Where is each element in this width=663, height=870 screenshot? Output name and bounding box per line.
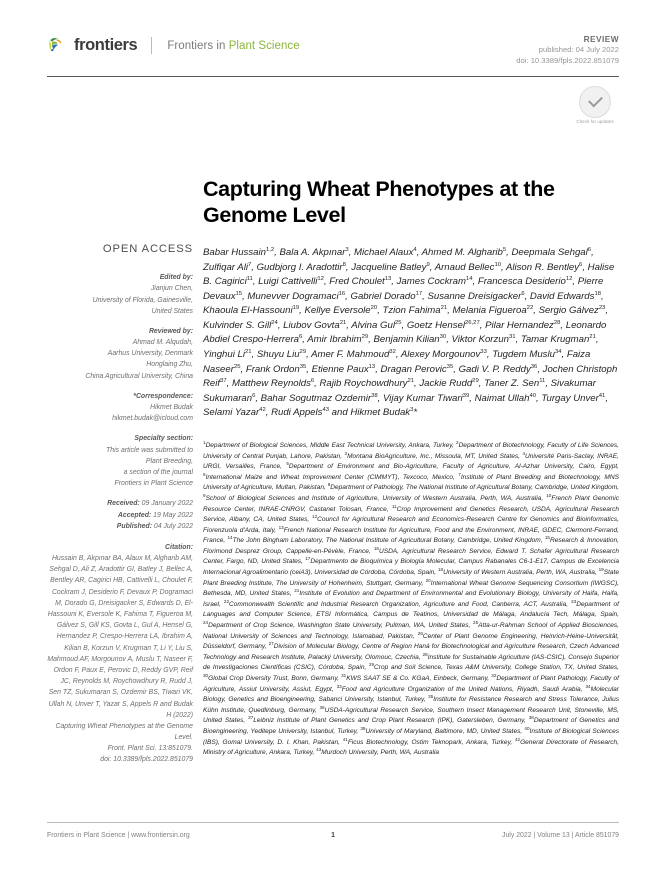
checkmark-icon <box>579 86 611 118</box>
citation-journal: Front. Plant Sci. 13:851079. <box>107 745 193 753</box>
published-date-meta <box>47 521 193 532</box>
frontiers-logo-icon <box>47 36 66 55</box>
footer-journal-url[interactable]: Frontiers in Plant Science | www.frontiersin.org <box>47 831 190 839</box>
journal-name-accent: Plant Science <box>228 39 300 52</box>
reviewer-name-2: Honglaing Zhu, <box>146 361 193 369</box>
published-date: published: 04 July 2022 <box>538 45 619 55</box>
specialty-line-4: Frontiers in Plant Science <box>114 480 193 488</box>
citation-authors: Hussain B, Akpınar BA, Alaux M, Algharib AM, Sehgal D, Ali Z, Aradottir GI, Batley J, Bellec A, Bentley AR, Cagirici HB, Cattivelli L, Choulet F, Cockram J, Desiderio F, Devaux P, Dogramaci M, Dorado G, Dreisigacker S, Edwards D, El-Hassouni K, Eversole K, Fahima T, Figueroa M, Gálvez S, Gill KS, Govta L, Gul A, Hensel G, Hernandez P, Crespo-Herrera LA, Ibrahim A, Kilian B, Korzun V, Krugman T, Li Y, Liu S, Mahmoud AF, Morgounov A, Muslu T, Naseer F, Ordon F, Paux E, Perovic D, Reddy GVP, Reif JC, Reynolds M, Roychowdhury R, Rudd J, Sen TZ, Sukumaran S, Ozdemir BS, Tiwari VK, Ullah N, Unver T, Yazar S, Appels R and Budak H (2022) <box>47 555 193 719</box>
specialty-line-2: Plant Breeding, <box>145 457 193 465</box>
specialty-line-1: This article was submitted to <box>106 446 193 454</box>
article-metadata-sidebar <box>47 240 193 766</box>
edited-by-block <box>47 272 193 317</box>
published-value: 04 July 2022 <box>152 522 193 530</box>
reviewer-affiliation-2: China Agricultural University, China <box>85 372 193 380</box>
article-main-column <box>203 176 619 759</box>
edited-by-heading: Edited by: <box>159 274 193 282</box>
reviewer-name-1: Ahmad M. Alqudah, <box>132 339 193 347</box>
published-label: Published: <box>116 522 152 530</box>
reviewed-by-block <box>47 326 193 382</box>
received-date <box>47 498 193 509</box>
correspondence-heading: *Correspondence: <box>133 392 193 400</box>
author-list: Babar Hussain$^{1,2}$, Bala A. Akpınar$^3$, Michael Alaux$^4$, Ahmed M. Algharib$^5$, Deepmala Sehgal$^6$, Zulfiqar Ali$^7$, Gudbjorg I. Aradottir$^8$, Jacqueline Batley$^9$, Arnaud Bellec$^{10}$, Alison R. Bentley$^6$, Halise B. Cagirici$^{11}$, Luigi Cattivelli$^{12}$, Fred Choulet$^{13}$, James Cockram$^{14}$, Francesca Desiderio$^{12}$, Pierre Devaux$^{15}$, Munevver Dogramaci$^{16}$, Gabriel Dorado$^{17}$, Susanne Dreisigacker$^6$, David Edwards$^{18}$, Khaoula El-Hassouni$^{19}$, Kellye Eversole$^{20}$, Tzion Fahima$^{21}$, Melania Figueroa$^{22}$, Sergio Gálvez$^{23}$, Kulvinder S. Gill$^{24}$, Liubov Govta$^{21}$, Alvina Gul$^{25}$, Goetz Hensel$^{26,27}$, Pilar Hernandez$^{28}$, Leonardo Abdiel Crespo-Herrera$^6$, Amir Ibrahim$^{29}$, Benjamin Kilian$^{30}$, Viktor Korzun$^{31}$, Tamar Krugman$^{21}$, Yinghui Li$^{21}$, Shuyu Liu$^{29}$, Amer F. Mahmoud$^{32}$, Alexey Morgounov$^{33}$, Tugdem Muslu$^{34}$, Faiza Naseer$^{25}$, Frank Ordon$^{35}$, Etienne Paux$^{13}$, Dragan Perovic$^{35}$, Gadi V. P. Reddy$^{36}$, Jochen Christoph Reif$^{37}$, Matthew Reynolds$^6$, Rajib Roychowdhury$^{21}$, Jackie Rudd$^{29}$, Taner Z. Sen$^{11}$, Sivakumar Sukumaran$^6$, Bahar Sogutmaz Ozdemir$^{38}$, Vijay Kumar Tiwari$^{39}$, Naimat Ullah$^{40}$, Turgay Unver$^{41}$, Selami Yazar$^{42}$, Rudi Appels$^{43}$ and Hikmet Budak$^3$* <box>203 246 618 419</box>
corresponding-author-name: Hikmet Budak <box>150 404 193 412</box>
brand-wordmark: frontiers <box>74 36 138 54</box>
masthead-divider <box>47 76 619 77</box>
received-label: Received: <box>107 500 140 508</box>
reviewed-by-heading: Reviewed by: <box>148 327 193 335</box>
open-access-label: OPEN ACCESS <box>102 243 193 255</box>
correspondence-block <box>47 391 193 425</box>
editor-affiliation-1: University of Florida, Gainesville, <box>92 296 193 304</box>
citation-heading: Citation: <box>165 543 193 551</box>
citation-block <box>47 542 193 766</box>
editor-name: Jianjun Chen, <box>150 285 193 293</box>
journal-name <box>167 40 299 52</box>
specialty-section-heading: Specialty section: <box>134 435 193 443</box>
dates-block <box>47 498 193 532</box>
footer-page-number: 1 <box>331 831 335 839</box>
corresponding-author-email[interactable]: hikmet.budak@icloud.com <box>112 415 193 423</box>
citation-title: Capturing Wheat Phenotypes at the Genome Level. <box>55 722 193 742</box>
specialty-section-block <box>47 433 193 489</box>
page-title: Capturing Wheat Phenotypes at the Genome Level <box>203 177 555 227</box>
doi-line[interactable]: doi: 10.3389/fpls.2022.851079 <box>516 55 619 65</box>
publication-info <box>516 34 619 66</box>
check-for-updates-badge[interactable] <box>574 86 616 125</box>
article-type-label: REVIEW <box>583 34 619 44</box>
editor-affiliation-2: United States <box>151 307 193 315</box>
affiliations-list: $^1$Department of Biological Sciences, Middle East Technical University, Ankara, Turkey, $^2$Department of Biotechnology, Faculty of Life Sciences, University of Central Punjab, Lahore, Pakistan, $^3$Montana BioAgriculture, Inc., Missoula, MT, United States, $^4$Université Paris-Saclay, INRAE, URGI, Versailles, France, $^5$Department of Environment and Bio-Agriculture, Faculty of Agriculture, Al-Azhar University, Cairo, Egypt, $^6$International Maize and Wheat Improvement Center (CIMMYT), Texcoco, Mexico, $^7$Institute of Plant Breeding and Biotechnology, MNS University of Agriculture, Multan, Pakistan, $^8$Department of Pathology, The National Institute of Agricultural Botany, Cambridge, United Kingdom, $^9$School of Biological Sciences and Institute of Agriculture, University of Western Australia, Perth, WA, Australia, $^{10}$French Plant Genomic Resource Center, INRAE-CNRGV, Castanet Tolosan, France, $^{11}$Crop Improvement and Genetics Research, USDA, Agricultural Research Service, Albany, CA, United States, $^{12}$Council for Agricultural Research and Economics-Research Centre for Genomics and Bioinformatics, Fiorenzuola d'Arda, Italy, $^{13}$French National Research Institute for Agriculture, Food and the Environment, INRAE, GDEC, Clermont-Ferrand, France, $^{14}$The John Bingham Laboratory, The National Institute of Agricultural Botany, Cambridge, United Kingdom, $^{15}$Research & Innovation, Florimond Desprez Group, Cappelle-en-Pévèle, France, $^{16}$USDA, Agricultural Research Service, Edward T. Schafer Agricultural Research Center, Fargo, ND, United States, $^{17}$Departmento de Bioquímica y Biología Molecular, Campus Rabanales C6-1-E17, Campus de Excelencia Internacional Agroalimentario (ceiA3), Universidad de Córdoba, Córdoba, Spain, $^{18}$University of Western Australia, Perth, WA, Australia, $^{19}$State Plant Breeding Institute, The University of Hohenheim, Stuttgart, Germany, $^{20}$International Wheat Genome Sequencing Consortium (IWGSC), Bethesda, MD, United States, $^{21}$Institute of Evolution and Department of Environmental and Evolutionary Biology, University of Haifa, Haifa, Israel, $^{22}$Commonwealth Scientific and Industrial Research Organization, Agriculture and Food, Canberra, ACT, Australia, $^{23}$Department of Languages and Computer Science, ETSI Informática, Campus de Teatinos, Universidad de Málaga, Andalucía Tech, Málaga, Spain, $^{24}$Department of Crop Science, Washington State University, Pullman, WA, United States, $^{25}$Atta-ur-Rahman School of Applied Biosciences, National University of Sciences and Technology, Islamabad, Pakistan, $^{26}$Center of Plant Genome Engineering, Heinrich-Heine-Universität, Düsseldorf, Germany, $^{27}$Division of Molecular Biology, Centre of Region Haná for Biotechnological and Agriculture Research, Czech Advanced Technology and Research Institute, Palacký University, Olomouc, Czechia, $^{28}$Institute for Sustainable Agriculture (IAS-CSIC), Consejo Superior de Investigaciones Científicas (CSIC), Córdoba, Spain, $^{29}$Crop and Soil Science, Texas A&M University, College Station, TX, United States, $^{30}$Global Crop Diversity Trust, Bonn, Germany, $^{31}$KWS SAAT SE & Co. KGaA, Einbeck, Germany, $^{32}$Department of Plant Pathology, Faculty of Agriculture, Assiut University, Assiut, Egypt, $^{33}$Food and Agriculture Organization of the United Nations, Riyadh, Saudi Arabia, $^{34}$Molecular Biology, Genetics and Bioengineering, Sabanci University, Istanbul, Turkey, $^{35}$Institute for Resistance Research and Stress Tolerance, Julius Kühn Institute, Quedlinburg, Germany, $^{36}$USDA-Agricultural Research Service, Southern Insect Management Research Unit, Stoneville, MS, United States, $^{37}$Leibniz Institute of Plant Genetics and Crop Plant Research (IPK), Gatersleben, Germany, $^{38}$Department of Genetics and Bioengineering, Yeditepe University, Istanbul, Turkey, $^{39}$University of Maryland, Baltimore, MD, United States, $^{40}$Institute of Biological Sciences (IBS), Gomal University, D. I. Khan, Pakistan, $^{41}$Ficus Biotechnology, Ostim Teknopark, Ankara, Turkey, $^{42}$General Directorate of Research, Ministry of Agriculture, Ankara, Turkey, $^{43}$Murdoch University, Perth, WA, Australia <box>203 439 620 757</box>
reviewer-affiliation-1: Aarhus University, Denmark <box>107 350 193 358</box>
accepted-value: 19 May 2022 <box>151 511 193 519</box>
footer-divider <box>47 822 619 823</box>
journal-name-prefix: Frontiers in <box>167 39 229 52</box>
brand-divider <box>151 37 152 54</box>
footer-issue-info: July 2022 | Volume 13 | Article 851079 <box>502 831 619 839</box>
check-for-updates-label: Check for updates <box>576 119 614 124</box>
accepted-date <box>47 510 193 521</box>
frontiers-brand[interactable] <box>47 36 300 55</box>
masthead <box>47 34 619 68</box>
citation-doi[interactable]: doi: 10.3389/fpls.2022.851079 <box>100 756 193 764</box>
specialty-line-3: a section of the journal <box>123 468 193 476</box>
page-footer <box>47 828 619 842</box>
accepted-label: Accepted: <box>117 511 152 519</box>
received-value: 09 January 2022 <box>139 500 193 508</box>
